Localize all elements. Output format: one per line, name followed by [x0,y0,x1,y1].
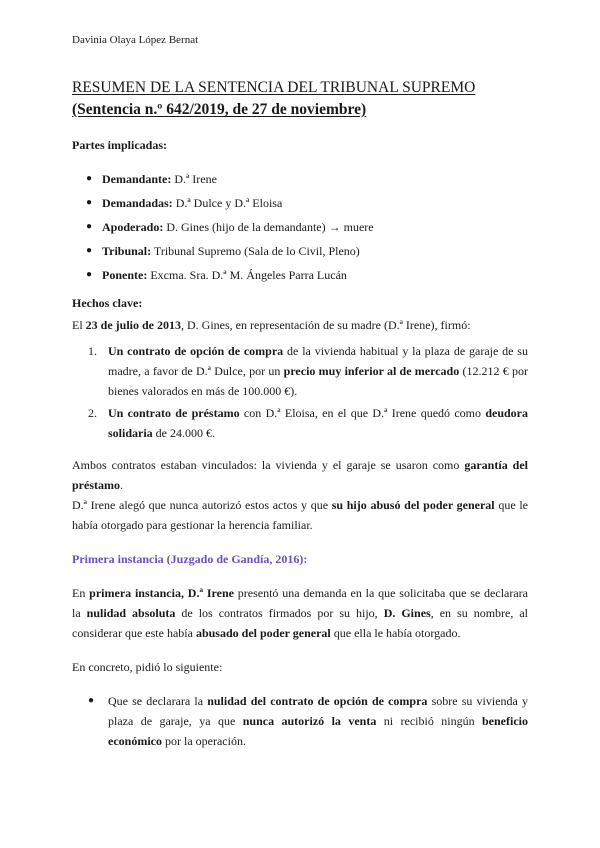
hechos-paragraph-2: D.ª Irene alegó que nunca autorizó estos actos y que su hijo abusó del poder general que le había otorgado para gestionar la herencia familiar. [72,498,528,532]
list-item: ● Que se declarara la nulidad del contrato de opción de compra sobre su vivienda y plaza de garaje, ya que nunca autorizó la venta ni recibió ningún beneficio económico por la operación. [72,691,528,751]
partes-heading: Partes implicadas: [72,138,167,152]
author-header: Davinia Olaya López Bernat [72,34,199,46]
bullet-icon: ● [86,197,93,208]
bullet-icon: ● [86,173,93,184]
bullet-icon: ● [86,221,93,232]
list-item: ● Ponente: Excma. Sra. D.ª M. Ángeles Parra Lucán [72,265,528,285]
hechos-intro: El 23 de julio de 2013, D. Gines, en representación de su madre (D.ª Irene), firmó: [72,318,471,332]
list-item: 2. Un contrato de préstamo con D.ª Eloisa, en el que D.ª Irene quedó como deudora solidaria de 24.000 €. [88,406,529,440]
list-item: ● Tribunal: Tribunal Supremo (Sala de lo Civil, Pleno) [72,241,528,261]
bullet-icon: ● [88,695,95,706]
bullet-icon: ● [86,245,93,256]
primera-instancia-heading: Primera instancia (Juzgado de Gandía, 2016): [72,552,308,566]
document-title [72,77,528,121]
list-item: ● Demandante: D.ª Irene [72,169,528,189]
hechos-paragraph-1: Ambos contratos estaban vinculados: la vivienda y el garaje se usaron como garantía del préstamo. [72,458,529,492]
title-main: RESUMEN DE LA SENTENCIA DEL TRIBUNAL SUPREMO [72,79,476,96]
primera-paragraph: En primera instancia, D.ª Irene presentó una demanda en la que solicitaba que se declarara la nulidad absoluta de los contratos firmados por su hijo, D. Gines, en su nombre, al considerar que este había abusado del poder general que ella le había otorgado. [72,586,529,640]
list-item: ● Demandadas: D.ª Dulce y D.ª Eloisa [72,193,528,213]
list-item: 1. Un contrato de opción de compra de la vivienda habitual y la plaza de garaje de su madre, a favor de D.ª Dulce, por un precio muy inferior al de mercado (12.212 € por bienes valorados en más de 100.000 €). [88,344,528,398]
title-sub: (Sentencia n.º 642/2019, de 27 de noviembre) [72,101,367,118]
list-item: ● Apoderado: D. Gines (hijo de la demandante) → muere [72,217,528,237]
hechos-heading: Hechos clave: [72,296,143,310]
concreto-paragraph: En concreto, pidió lo siguiente: [72,660,223,674]
bullet-icon: ● [86,269,93,280]
partes-list [72,169,528,285]
hechos-list [72,341,528,443]
